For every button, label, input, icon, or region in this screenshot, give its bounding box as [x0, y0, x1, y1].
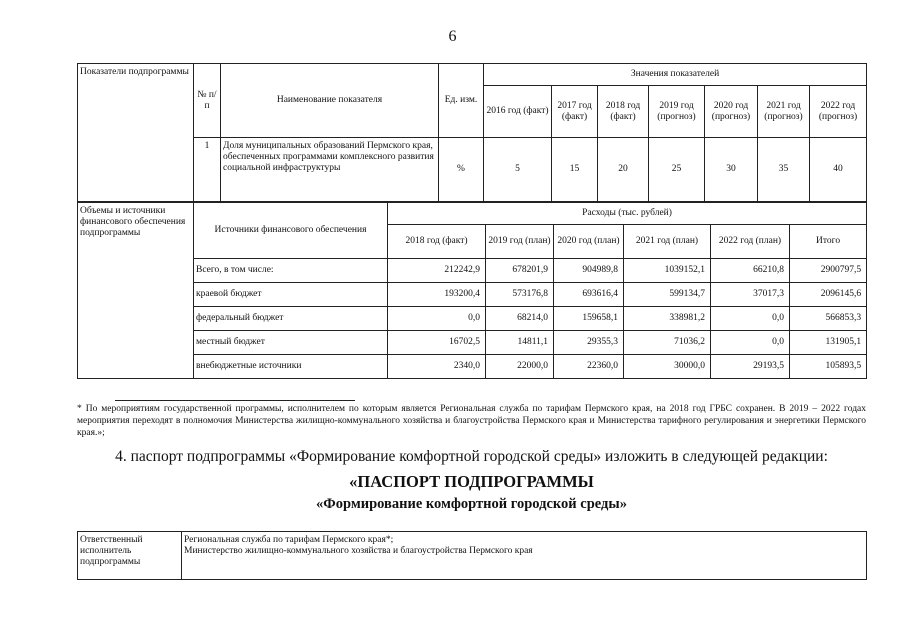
amount-cell: 66210,8: [711, 259, 790, 283]
year-header: 2021 год (план): [624, 225, 711, 259]
indicator-name-header: Наименование показателя: [221, 64, 439, 138]
amount-cell: 193200,4: [388, 283, 486, 307]
unit-header: Ед. изм.: [439, 64, 484, 138]
page-number: 6: [448, 28, 457, 45]
amount-cell: 599134,7: [624, 283, 711, 307]
table-row: [78, 307, 867, 331]
indicator-value: 35: [758, 138, 810, 202]
indicator-value: 15: [552, 138, 598, 202]
indicator-name: Доля муниципальных образований Пермского края, обеспеченных программами комплексного развития социальной инфраструктуры: [221, 138, 439, 202]
amount-cell: 678201,9: [486, 259, 554, 283]
year-header: 2017 год (факт): [552, 86, 598, 138]
values-header: Значения показателей: [484, 64, 867, 86]
amount-cell: 338981,2: [624, 307, 711, 331]
amount-cell: 212242,9: [388, 259, 486, 283]
indicator-value: 40: [810, 138, 867, 202]
amount-cell: 2340,0: [388, 355, 486, 379]
amount-cell: 159658,1: [554, 307, 624, 331]
source-name: федеральный бюджет: [194, 307, 388, 331]
table-row: [78, 355, 867, 379]
table-row: [78, 532, 867, 580]
amount-cell: 30000,0: [624, 355, 711, 379]
amount-cell: 105893,5: [790, 355, 867, 379]
amendment-paragraph: 4. паспорт подпрограммы «Формирование комфортной городской среды» изложить в следующей редакции:: [115, 448, 828, 465]
amount-cell: 0,0: [711, 307, 790, 331]
amount-cell: 2900797,5: [790, 259, 867, 283]
amount-cell: 29355,3: [554, 331, 624, 355]
amount-cell: 131905,1: [790, 331, 867, 355]
amount-cell: 14811,1: [486, 331, 554, 355]
amount-cell: 693616,4: [554, 283, 624, 307]
indicators-section-label: Показатели подпрограммы: [78, 64, 194, 202]
indicator-value: 5: [484, 138, 552, 202]
table-row: [78, 138, 867, 202]
amount-cell: 0,0: [388, 307, 486, 331]
source-name: внебюджетные источники: [194, 355, 388, 379]
source-name: краевой бюджет: [194, 283, 388, 307]
table-row: [78, 331, 867, 355]
indicator-unit: %: [439, 138, 484, 202]
amount-cell: 68214,0: [486, 307, 554, 331]
amount-cell: 22000,0: [486, 355, 554, 379]
passport-table: [77, 531, 867, 580]
year-header: 2022 год (план): [711, 225, 790, 259]
source-name: Всего, в том числе:: [194, 259, 388, 283]
year-header: 2020 год (план): [554, 225, 624, 259]
amount-cell: 71036,2: [624, 331, 711, 355]
amount-cell: 22360,0: [554, 355, 624, 379]
year-header: 2018 год (факт): [388, 225, 486, 259]
year-header: 2016 год (факт): [484, 86, 552, 138]
footnote-separator: [115, 400, 355, 401]
passport-value: [182, 532, 867, 580]
source-name: местный бюджет: [194, 331, 388, 355]
year-header: 2018 год (факт): [598, 86, 649, 138]
indicator-num: 1: [194, 138, 221, 202]
subprogram-title: «Формирование комфортной городской среды»: [316, 496, 627, 512]
expenses-header: Расходы (тыс. рублей): [388, 203, 867, 225]
indicator-value: 25: [649, 138, 705, 202]
indicator-value: 30: [705, 138, 758, 202]
amount-cell: 566853,3: [790, 307, 867, 331]
amount-cell: 1039152,1: [624, 259, 711, 283]
amount-cell: 16702,5: [388, 331, 486, 355]
total-header: Итого: [790, 225, 867, 259]
indicators-table: [77, 63, 867, 202]
year-header: 2020 год (прогноз): [705, 86, 758, 138]
sources-header: Источники финансового обеспечения: [194, 203, 388, 259]
table-row: [78, 259, 867, 283]
year-header: 2021 год (прогноз): [758, 86, 810, 138]
year-header: 2019 год (прогноз): [649, 86, 705, 138]
finance-table: [77, 202, 867, 379]
year-header: 2019 год (план): [486, 225, 554, 259]
executor-line-2: Министерство жилищно-коммунального хозяйства и благоустройства Пермского края: [184, 546, 533, 556]
table-row: [78, 283, 867, 307]
num-header: № п/п: [194, 64, 221, 138]
year-header: 2022 год (прогноз): [810, 86, 867, 138]
passport-label: Ответственный исполнитель подпрограммы: [78, 532, 182, 580]
amount-cell: 37017,3: [711, 283, 790, 307]
amount-cell: 904989,8: [554, 259, 624, 283]
finance-section-label: Объемы и источники финансового обеспечения подпрограммы: [78, 203, 194, 379]
amount-cell: 29193,5: [711, 355, 790, 379]
footnote: * По мероприятиям государственной программы, исполнителем по которым является Региональная служба по тарифам Пермского края, на 2018 год ГРБС сохранен. В 2019 – 2022 годах мероприятия переходят в полномочия Министерства жилищно-коммунального хозяйства и благоустройства Пермского края и Министерства тарифного регулирования и энергетики Пермского края.»;: [77, 404, 866, 438]
amount-cell: 573176,8: [486, 283, 554, 307]
executor-line-1: Региональная служба по тарифам Пермского края*;: [184, 535, 394, 545]
amount-cell: 2096145,6: [790, 283, 867, 307]
indicator-value: 20: [598, 138, 649, 202]
amount-cell: 0,0: [711, 331, 790, 355]
passport-heading: «ПАСПОРТ ПОДПРОГРАММЫ: [349, 472, 594, 491]
